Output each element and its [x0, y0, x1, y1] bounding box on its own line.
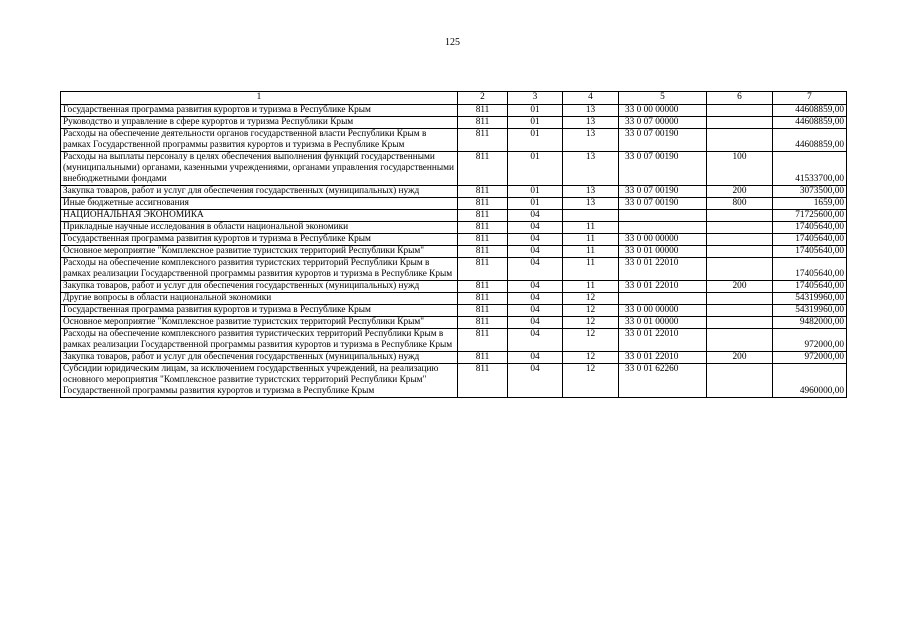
- subsection-code-cell: 12: [563, 352, 619, 364]
- subsection-code-cell: 11: [563, 258, 619, 281]
- target-article-cell: 33 0 01 22010: [619, 352, 707, 364]
- amount-cell: 17405640,00: [773, 234, 847, 246]
- target-article-cell: 33 0 00 00000: [619, 305, 707, 317]
- amount-cell: 9482000,00: [773, 317, 847, 329]
- amount-cell: 17405640,00: [773, 222, 847, 234]
- amount-cell: 4960000,00: [773, 364, 847, 398]
- expense-name-cell: Иные бюджетные ассигнования: [61, 198, 458, 210]
- amount-cell: 41533700,00: [773, 152, 847, 186]
- section-code-cell: 01: [508, 186, 563, 198]
- target-article-cell: 33 0 07 00190: [619, 129, 707, 152]
- ministry-code-cell: 811: [458, 352, 508, 364]
- ministry-code-cell: 811: [458, 117, 508, 129]
- expense-name-cell: Государственная программа развития курортов и туризма в Республике Крым: [61, 234, 458, 246]
- ministry-code-cell: 811: [458, 152, 508, 186]
- table-row: [61, 258, 847, 281]
- expense-type-cell: [707, 129, 773, 152]
- table-row: [61, 293, 847, 305]
- ministry-code-cell: 811: [458, 281, 508, 293]
- expense-name-cell: НАЦИОНАЛЬНАЯ ЭКОНОМИКА: [61, 210, 458, 222]
- section-code-cell: 04: [508, 258, 563, 281]
- section-code-cell: 04: [508, 305, 563, 317]
- section-code-cell: 01: [508, 105, 563, 117]
- expense-name-cell: Закупка товаров, работ и услуг для обеспечения государственных (муниципальных) нужд: [61, 186, 458, 198]
- ministry-code-cell: 811: [458, 105, 508, 117]
- subsection-code-cell: 13: [563, 129, 619, 152]
- expense-type-cell: 100: [707, 152, 773, 186]
- subsection-code-cell: 11: [563, 222, 619, 234]
- expense-name-cell: Руководство и управление в сфере курортов и туризма Республики Крым: [61, 117, 458, 129]
- expense-type-cell: [707, 329, 773, 352]
- amount-cell: 71725600,00: [773, 210, 847, 222]
- expense-name-cell: Другие вопросы в области национальной экономики: [61, 293, 458, 305]
- subsection-code-cell: 12: [563, 305, 619, 317]
- expense-type-cell: [707, 210, 773, 222]
- page-number: 125: [445, 37, 460, 48]
- table-row: [61, 129, 847, 152]
- table-row: [61, 210, 847, 222]
- table-row: [61, 234, 847, 246]
- ministry-code-cell: 811: [458, 293, 508, 305]
- subsection-code-cell: 12: [563, 364, 619, 398]
- ministry-code-cell: 811: [458, 364, 508, 398]
- table-row: [61, 305, 847, 317]
- target-article-cell: [619, 210, 707, 222]
- section-code-cell: 04: [508, 293, 563, 305]
- ministry-code-cell: 811: [458, 258, 508, 281]
- ministry-code-cell: 811: [458, 305, 508, 317]
- subsection-code-cell: 11: [563, 246, 619, 258]
- target-article-cell: [619, 222, 707, 234]
- expense-type-cell: [707, 105, 773, 117]
- expense-name-cell: Закупка товаров, работ и услуг для обеспечения государственных (муниципальных) нужд: [61, 352, 458, 364]
- subsection-code-cell: 11: [563, 281, 619, 293]
- amount-cell: 54319960,00: [773, 293, 847, 305]
- header-cell: 6: [707, 92, 773, 105]
- expense-type-cell: [707, 234, 773, 246]
- expense-type-cell: 800: [707, 198, 773, 210]
- target-article-cell: 33 0 07 00190: [619, 198, 707, 210]
- header-row: [61, 92, 847, 105]
- expense-name-cell: Государственная программа развития курортов и туризма в Республике Крым: [61, 305, 458, 317]
- table-row: [61, 186, 847, 198]
- subsection-code-cell: 13: [563, 186, 619, 198]
- table-row: [61, 364, 847, 398]
- table-row: [61, 329, 847, 352]
- expense-name-cell: Прикладные научные исследования в области национальной экономики: [61, 222, 458, 234]
- target-article-cell: 33 0 01 22010: [619, 329, 707, 352]
- header-cell: 3: [508, 92, 563, 105]
- expense-type-cell: [707, 258, 773, 281]
- subsection-code-cell: 12: [563, 329, 619, 352]
- header-cell: 2: [458, 92, 508, 105]
- target-article-cell: 33 0 00 00000: [619, 234, 707, 246]
- target-article-cell: 33 0 01 00000: [619, 317, 707, 329]
- expense-type-cell: [707, 246, 773, 258]
- table-row: [61, 117, 847, 129]
- ministry-code-cell: 811: [458, 210, 508, 222]
- amount-cell: 54319960,00: [773, 305, 847, 317]
- expense-type-cell: [707, 317, 773, 329]
- section-code-cell: 04: [508, 234, 563, 246]
- section-code-cell: 01: [508, 152, 563, 186]
- subsection-code-cell: 13: [563, 117, 619, 129]
- subsection-code-cell: 13: [563, 152, 619, 186]
- section-code-cell: 01: [508, 129, 563, 152]
- section-code-cell: 04: [508, 246, 563, 258]
- target-article-cell: [619, 293, 707, 305]
- section-code-cell: 04: [508, 281, 563, 293]
- table-row: [61, 246, 847, 258]
- budget-table: [60, 91, 847, 398]
- section-code-cell: 04: [508, 352, 563, 364]
- subsection-code-cell: 13: [563, 105, 619, 117]
- amount-cell: 3073500,00: [773, 186, 847, 198]
- section-code-cell: 04: [508, 210, 563, 222]
- expense-type-cell: [707, 364, 773, 398]
- ministry-code-cell: 811: [458, 198, 508, 210]
- header-cell: 7: [773, 92, 847, 105]
- target-article-cell: 33 0 01 22010: [619, 281, 707, 293]
- subsection-code-cell: 12: [563, 317, 619, 329]
- target-article-cell: 33 0 01 22010: [619, 258, 707, 281]
- table-row: [61, 105, 847, 117]
- expense-name-cell: Государственная программа развития курортов и туризма в Республике Крым: [61, 105, 458, 117]
- target-article-cell: 33 0 01 62260: [619, 364, 707, 398]
- section-code-cell: 04: [508, 364, 563, 398]
- section-code-cell: 04: [508, 329, 563, 352]
- subsection-code-cell: 13: [563, 198, 619, 210]
- amount-cell: 972000,00: [773, 352, 847, 364]
- expense-name-cell: Закупка товаров, работ и услуг для обеспечения государственных (муниципальных) нужд: [61, 281, 458, 293]
- subsection-code-cell: [563, 210, 619, 222]
- amount-cell: 44608859,00: [773, 117, 847, 129]
- ministry-code-cell: 811: [458, 317, 508, 329]
- ministry-code-cell: 811: [458, 186, 508, 198]
- target-article-cell: 33 0 00 00000: [619, 105, 707, 117]
- ministry-code-cell: 811: [458, 234, 508, 246]
- expense-type-cell: [707, 293, 773, 305]
- expense-name-cell: Субсидии юридическим лицам, за исключением государственных учреждений, на реализацию основного мероприятия "Комплексное развитие туристских территорий Республики Крым" Государственной программы развития курортов и туризма в Республике Крым: [61, 364, 458, 398]
- target-article-cell: 33 0 07 00190: [619, 186, 707, 198]
- expense-name-cell: Расходы на обеспечение комплексного развития туристских территорий Республики Крым в рамках реализации Государственной программы развития курортов и туризма в Республике Крым: [61, 258, 458, 281]
- section-code-cell: 01: [508, 198, 563, 210]
- ministry-code-cell: 811: [458, 329, 508, 352]
- target-article-cell: 33 0 07 00190: [619, 152, 707, 186]
- table-row: [61, 317, 847, 329]
- amount-cell: 17405640,00: [773, 246, 847, 258]
- section-code-cell: 01: [508, 117, 563, 129]
- header-cell: 1: [61, 92, 458, 105]
- table-row: [61, 198, 847, 210]
- target-article-cell: 33 0 07 00000: [619, 117, 707, 129]
- subsection-code-cell: 12: [563, 293, 619, 305]
- amount-cell: 972000,00: [773, 329, 847, 352]
- expense-name-cell: Расходы на обеспечение деятельности органов государственной власти Республики Крым в рамках Государственной программы развития курортов и туризма в Республике Крым: [61, 129, 458, 152]
- table-row: [61, 222, 847, 234]
- amount-cell: 17405640,00: [773, 281, 847, 293]
- ministry-code-cell: 811: [458, 246, 508, 258]
- expense-name-cell: Основное мероприятие "Комплексное развитие туристских территорий Республики Крым": [61, 246, 458, 258]
- amount-cell: 44608859,00: [773, 105, 847, 117]
- section-code-cell: 04: [508, 317, 563, 329]
- expense-name-cell: Расходы на обеспечение комплексного развития туристических территорий Республики Крым в рамках реализации Государственной программы развития курортов и туризма в Республике Крым: [61, 329, 458, 352]
- expense-type-cell: 200: [707, 186, 773, 198]
- subsection-code-cell: 11: [563, 234, 619, 246]
- header-cell: 4: [563, 92, 619, 105]
- amount-cell: 17405640,00: [773, 258, 847, 281]
- amount-cell: 44608859,00: [773, 129, 847, 152]
- ministry-code-cell: 811: [458, 129, 508, 152]
- expense-type-cell: [707, 222, 773, 234]
- header-cell: 5: [619, 92, 707, 105]
- amount-cell: 1659,00: [773, 198, 847, 210]
- expense-type-cell: [707, 305, 773, 317]
- expense-type-cell: 200: [707, 352, 773, 364]
- expense-name-cell: Основное мероприятие "Комплексное развитие туристских территорий Республики Крым": [61, 317, 458, 329]
- target-article-cell: 33 0 01 00000: [619, 246, 707, 258]
- ministry-code-cell: 811: [458, 222, 508, 234]
- section-code-cell: 04: [508, 222, 563, 234]
- table-row: [61, 352, 847, 364]
- expense-name-cell: Расходы на выплаты персоналу в целях обеспечения выполнения функций государственными (муниципальными) органами, казенными учреждениями, органами управления государственными внебюджетными фондами: [61, 152, 458, 186]
- expense-type-cell: 200: [707, 281, 773, 293]
- table-row: [61, 281, 847, 293]
- expense-type-cell: [707, 117, 773, 129]
- table-row: [61, 152, 847, 186]
